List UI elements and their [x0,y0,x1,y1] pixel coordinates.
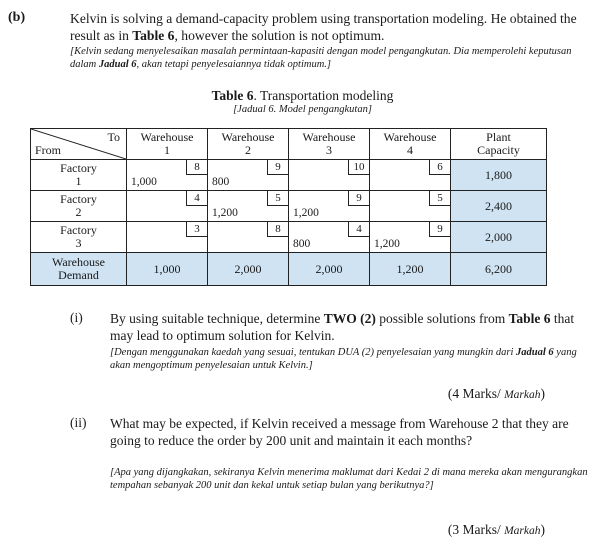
part-label: (b) [8,10,26,25]
transportation-table [30,128,547,286]
capacity-factory-2: 2,400 [451,191,547,222]
part-i-marks: (4 Marks/ Markah) [447,386,545,401]
corner-to-label: To [107,130,120,144]
column-header-warehouse-4: Warehouse 4 [370,129,451,160]
unit-cost: 5 [267,191,288,206]
column-header-warehouse-2: Warehouse 2 [208,129,289,160]
unit-cost: 6 [429,160,450,175]
cost-cell [208,222,289,253]
allocation: 800 [212,176,230,188]
unit-cost: 5 [429,191,450,206]
unit-cost: 3 [186,222,207,237]
table-row-factory-3 [31,222,547,253]
table-row-demand [31,253,547,286]
unit-cost: 8 [186,160,207,175]
allocation: 1,200 [212,207,238,219]
part-ii-text: What may be expected, if Kelvin received a message from Warehouse 2 that they are going to reduce the order by 200 unit and maintain it each months? [110,416,569,448]
column-header-warehouse-1: Warehouse 1 [127,129,208,160]
cost-cell [208,160,289,191]
column-header-plant-capacity: Plant Capacity [451,129,547,160]
row-header-factory-1: Factory 1 [31,160,127,191]
cost-cell [127,191,208,222]
part-i-malay: [Dengan menggunakan kaedah yang sesuai, tentukan DUA (2) penyelesaian yang mungkin dari Jadual 6 yang akan mengoptimum penyelesaian untuk Kelvin.] [110,347,577,371]
total-demand-capacity: 6,200 [451,253,547,286]
table-reference: Table 6 [132,28,175,43]
unit-cost: 9 [348,191,369,206]
table-row-factory-2 [31,191,547,222]
unit-cost: 4 [348,222,369,237]
cost-cell [289,160,370,191]
cost-cell [127,160,208,191]
table-row-factory-1 [31,160,547,191]
question-malay: [Kelvin sedang menyelesaikan masalah permintaan-kapasiti dengan model pengangkutan. Dia memperolehi keputusan dalam Jadual 6, akan tetapi penyelesaiannya tidak optimum.] [70,46,572,70]
cost-cell [289,191,370,222]
part-ii-marks: (3 Marks/ Markah) [447,522,545,537]
capacity-factory-1: 1,800 [451,160,547,191]
corner-from-label: From [35,143,62,157]
unit-cost: 10 [348,160,369,175]
demand-warehouse-2: 2,000 [208,253,289,286]
column-header-warehouse-3: Warehouse 3 [289,129,370,160]
unit-cost: 9 [429,222,450,237]
table-title: Table 6. Transportation modeling [211,88,394,103]
cost-cell [370,222,451,253]
part-i-number: (i) [70,310,83,325]
question-text: Kelvin is solving a demand-capacity problem using transportation modeling. He obtained the result as in Table 6, however the solution is not optimum. [70,11,577,43]
allocation: 1,200 [293,207,319,219]
cost-cell [289,222,370,253]
cost-cell [370,191,451,222]
part-i-text: By using suitable technique, determine TWO (2) possible solutions from Table 6 that may lead to optimum solution for Kelvin. [110,311,575,343]
allocation: 1,000 [131,176,157,188]
demand-warehouse-4: 1,200 [370,253,451,286]
capacity-factory-3: 2,000 [451,222,547,253]
allocation: 1,200 [374,238,400,250]
row-header-factory-3: Factory 3 [31,222,127,253]
table-subtitle: [Jadual 6. Model pengangkutan] [233,104,372,115]
cost-cell [208,191,289,222]
allocation: 800 [293,238,311,250]
unit-cost: 8 [267,222,288,237]
part-ii-number: (ii) [70,415,87,430]
cost-cell [127,222,208,253]
unit-cost: 4 [186,191,207,206]
unit-cost: 9 [267,160,288,175]
demand-warehouse-3: 2,000 [289,253,370,286]
row-header-warehouse-demand: Warehouse Demand [31,253,127,286]
row-header-factory-2: Factory 2 [31,191,127,222]
part-ii-malay: [Apa yang dijangkakan, sekiranya Kelvin menerima maklumat dari Kedai 2 di mana mereka akan mengurangkan tempahan sebanyak 200 unit dan kekal untuk setiap bulan yang berikutnya?] [110,467,588,491]
cost-cell [370,160,451,191]
table-corner [31,129,127,160]
demand-warehouse-1: 1,000 [127,253,208,286]
